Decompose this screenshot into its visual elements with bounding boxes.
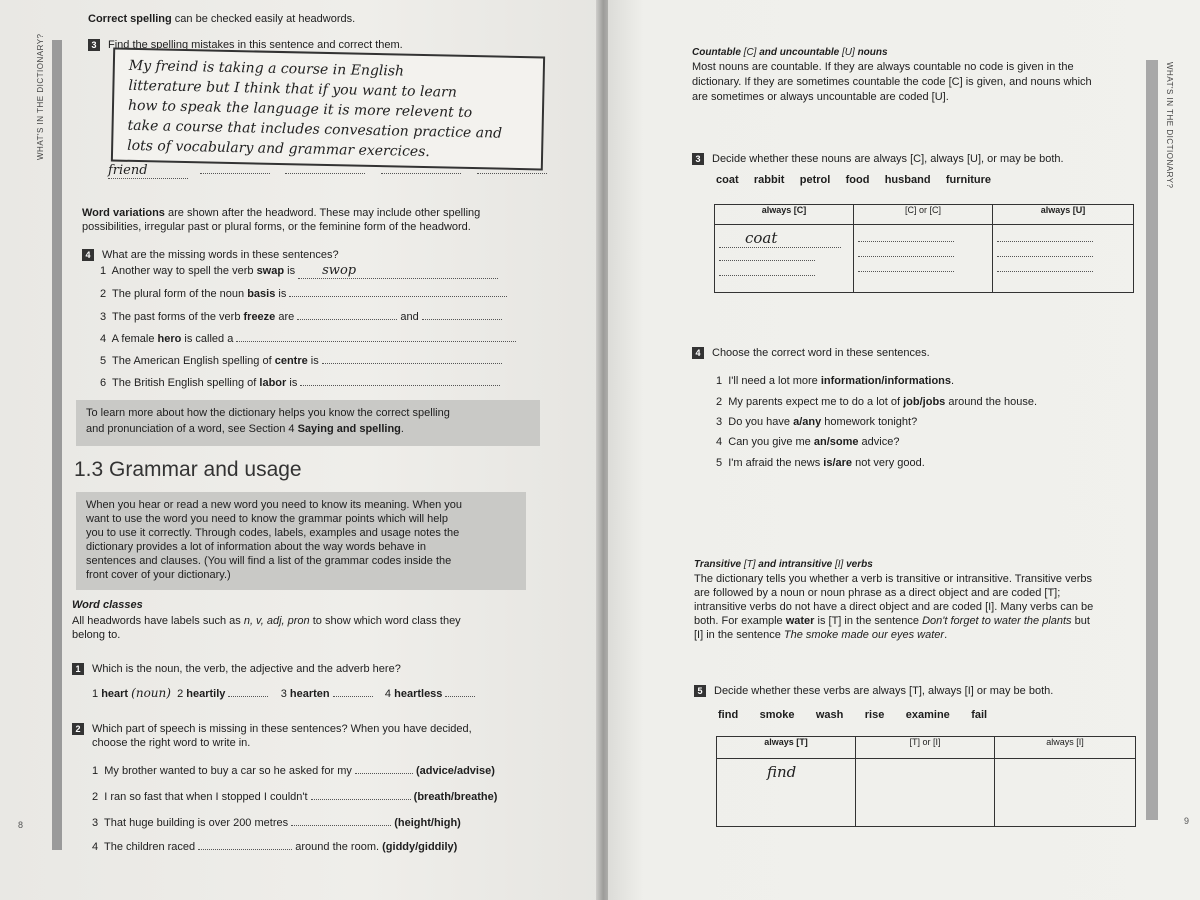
table-header: [T] or [I] bbox=[856, 737, 995, 759]
ex2-item: 3 That huge building is over 200 metres (height/high) bbox=[92, 817, 461, 829]
exercise-1-heading: 1 Which is the noun, the verb, the adjective and the adverb here? bbox=[72, 662, 401, 676]
verbs-table bbox=[716, 736, 1136, 827]
ex4-item: 6 The British English spelling of labor is bbox=[100, 376, 500, 390]
exercise-3-heading: 3 Find the spelling mistakes in this sentence and correct them. bbox=[88, 38, 403, 52]
table-header: [C] or [C] bbox=[854, 205, 993, 225]
ex4-item: 4 A female hero is called a bbox=[100, 332, 516, 346]
table-header: always [I] bbox=[995, 737, 1136, 759]
transitive-title: Transitive [T] and intransitive [I] verbs bbox=[694, 559, 873, 570]
exercise-4-heading: 4 What are the missing words in these sentences? bbox=[82, 248, 339, 262]
ex4-choice: 5 I'm afraid the news is/are not very good. bbox=[716, 457, 925, 469]
learn-more-box: To learn more about how the dictionary helps you know the correct spelling and pronunciation of a word, see Section 4 Saying and spelling. bbox=[76, 400, 540, 446]
ex4-item: 1 Another way to spell the verb swap is swop bbox=[100, 264, 498, 279]
ex1-items: 1 heart (noun) 2 heartily 3 hearten 4 heartless bbox=[92, 686, 475, 701]
ex4-choice: 3 Do you have a/any homework tonight? bbox=[716, 416, 918, 428]
ex4-item: 3 The past forms of the verb freeze are and bbox=[100, 310, 502, 324]
right-exercise-4-heading: 4 Choose the correct word in these sentences. bbox=[692, 346, 930, 360]
ex4-item: 5 The American English spelling of centre is bbox=[100, 354, 502, 368]
word-variations-text-2: possibilities, irregular past or plural forms, or the feminine form of the headword. bbox=[82, 221, 471, 233]
transitive-text: The dictionary tells you whether a verb is transitive or intransitive. Transitive verbs are followed by a noun or noun phrase as a direct object and are coded [T]; intransitive verbs do not have a direct object and are coded [I]. Many verbs can be both. For example water is [T] in the sentence Don't forget to water the plants but [I] in the sentence The smoke made our eyes water. bbox=[694, 573, 1094, 641]
answer-lines bbox=[108, 162, 547, 179]
exercise-2-heading-2: choose the right word to write in. bbox=[92, 737, 251, 749]
handwritten-sentence-box: My freind is taking a course in English litterature but I think that if you want to learn how to speak the language it is more relevent to take a course that includes convesation practice and lots of vocabulary and grammar exercices. bbox=[111, 47, 545, 170]
word-classes-text-2: belong to. bbox=[72, 629, 121, 641]
ex2-item: 2 I ran so fast that when I stopped I couldn't (breath/breathe) bbox=[92, 791, 498, 803]
ex4-choice: 4 Can you give me an/some advice? bbox=[716, 436, 900, 448]
exercise-2-heading: 2 Which part of speech is missing in these sentences? When you have decided, bbox=[72, 722, 472, 736]
table-header: always [U] bbox=[993, 205, 1134, 225]
side-label: WHAT'S IN THE DICTIONARY? bbox=[1165, 62, 1174, 189]
right-exercise-5-heading: 5 Decide whether these verbs are always [T], always [I] or may be both. bbox=[694, 684, 1053, 698]
ex4-choice: 2 My parents expect me to do a lot of job/jobs around the house. bbox=[716, 396, 1038, 408]
section-title: 1.3 Grammar and usage bbox=[74, 458, 302, 481]
ex4-item: 2 The plural form of the noun basis is bbox=[100, 287, 507, 301]
ex4-choice: 1 I'll need a lot more information/informations. bbox=[716, 375, 955, 387]
side-label: WHAT'S IN THE DICTIONARY? bbox=[36, 33, 45, 160]
verb-list: find smoke wash rise examine fail bbox=[718, 709, 988, 721]
right-exercise-3-heading: 3 Decide whether these nouns are always [C], always [U], or may be both. bbox=[692, 152, 1064, 166]
nouns-table bbox=[714, 204, 1134, 293]
answer-friend: friend bbox=[108, 163, 188, 179]
countable-title: Countable [C] and uncountable [U] nouns bbox=[692, 47, 888, 58]
word-classes-text: All headwords have labels such as n, v, adj, pron to show which word class they bbox=[72, 615, 461, 627]
side-bar bbox=[1146, 60, 1158, 820]
side-bar bbox=[52, 40, 62, 850]
answer-coat: coat bbox=[719, 229, 841, 248]
intro-box: When you hear or read a new word you need to know its meaning. When you want to use the word you need to know the grammar points which will help you to use it correctly. Through codes, labels, examples and usage notes the dictionary provides a lot of information about the way words behave in sentences and clauses. (You will find a list of the grammar codes inside the front cover of your dictionary.) bbox=[76, 492, 526, 590]
ex2-item: 4 The children raced around the room. (giddy/giddily) bbox=[92, 841, 458, 853]
noun-list: coat rabbit petrol food husband furniture bbox=[716, 174, 992, 186]
word-variations-text: Word variations are shown after the headword. These may include other spelling bbox=[82, 207, 481, 219]
page-number: 8 bbox=[18, 820, 24, 830]
countable-text: Most nouns are countable. If they are always countable no code is given in the dictionary. If they are sometimes countable the code [C] is given, and nouns which are sometimes or always uncountable are coded [U]. bbox=[692, 61, 1092, 103]
ex2-item: 1 My brother wanted to buy a car so he asked for my (advice/advise) bbox=[92, 765, 495, 777]
table-header: always [C] bbox=[715, 205, 854, 225]
page-number: 9 bbox=[1184, 816, 1190, 826]
word-classes-title: Word classes bbox=[72, 599, 143, 611]
correct-spelling-text: Correct spelling can be checked easily at headwords. bbox=[88, 13, 356, 25]
answer-find: find bbox=[767, 763, 797, 781]
table-header: always [T] bbox=[717, 737, 856, 759]
